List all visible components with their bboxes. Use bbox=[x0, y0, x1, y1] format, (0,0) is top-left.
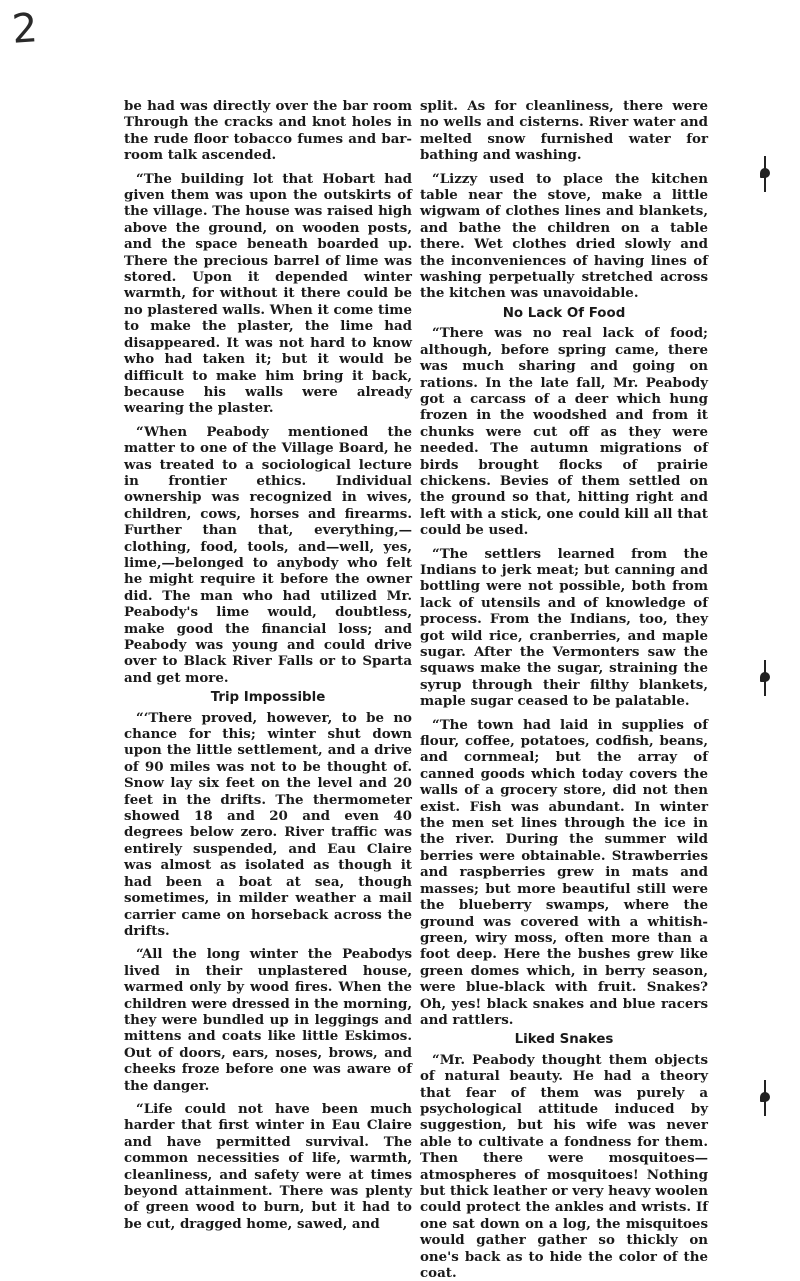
binding-tab-mark-1 bbox=[758, 156, 772, 192]
section-heading: Trip Impossible bbox=[210, 690, 326, 706]
page-number: 2 bbox=[10, 5, 40, 53]
binding-tab-mark-2 bbox=[758, 660, 772, 696]
paragraph: “Mr. Peabody thought them objects of natural beauty. He had a theory that fear of them was purely a psychological attitude induced by suggestion, but his wife was never able to cultivate a fondness for them. Then there were mosquitoes—atmospheres of mosquitoes! Nothing but thick leather or very heavy woolen could protect the ankles and wrists. If one sat down on a log, the misquitoes would gather gather so thickly on one's back as to hide the color of the coat. bbox=[420, 1051, 708, 1281]
paragraph: “The building lot that Hobart had given them was upon the outskirts of the village. The house was raised high above the ground, on wooden posts, and the space beneath boarded up. There the precious barrel of lime was stored. Upon it depended winter warmth, for without it there could be no plastered walls. When it come time to make the plaster, the lime had disappeared. It was not hard to know who had taken it; but it would be difficult to make him bring it back, because his walls were already wearing the plaster. bbox=[124, 170, 412, 417]
paragraph: “Life could not have been much harder that first winter in Eau Claire and have permitted survival. The common necessities of life, warmth, cleanliness, and safety were at times beyond attainment. There was plenty of green wood to burn, but it had to be cut, dragged home, sawed, and bbox=[124, 1100, 412, 1232]
paragraph: “The settlers learned from the Indians to jerk meat; but canning and bottling were not possible, both from lack of utensils and of knowledge of process. From the Indians, too, they got wild rice, cranberries, and maple sugar. After the Vermonters saw the squaws make the sugar, straining the syrup through their filthy blankets, maple sugar ceased to be palatable. bbox=[420, 545, 708, 710]
paragraph: “There was no real lack of food; although, before spring came, there was much sharing and going on rations. In the late fall, Mr. Peabody got a carcass of a deer which hung frozen in the woodshed and from it chunks were cut off as they were needed. The autumn migrations of birds brought flocks of prairie chickens. Bevies of them settled on the ground so that, hitting right and left with a stick, one could kill all that could be used. bbox=[420, 325, 708, 539]
paragraph: “The town had laid in supplies of flour, coffee, potatoes, codfish, beans, and cornmeal; but the array of canned goods which today covers the walls of a grocery store, did not then exist. Fish was abundant. In winter the men set lines through the ice in the river. During the summer wild berries were obtainable. Strawberries and raspberries grew in mats and masses; but more beautiful still were the blueberry swamps, where the ground was covered with a whitish-green, wiry moss, often more than a foot deep. Here the bushes grew like green domes which, in berry season, were blue-black with fruit. Snakes? Oh, yes! black snakes and blue racers and rattlers. bbox=[420, 716, 708, 1028]
paragraph: split. As for cleanliness, there were no wells and cisterns. River water and melted snow furnished water for bathing and washing. bbox=[420, 98, 708, 164]
paragraph: “All the long winter the Peabodys lived in their unplastered house, warmed only by wood fires. When the children were dressed in the morning, they were bundled up in leggings and mittens and coats like little Eskimos. Out of doors, ears, noses, brows, and cheeks froze before one was aware of the danger. bbox=[124, 946, 412, 1094]
paragraph: “‘There proved, however, to be no chance for this; winter shut down upon the little settlement, and a drive of 90 miles was not to be thought of. Snow lay six feet on the level and 20 feet in the drifts. The thermometer showed 18 and 20 and even 40 degrees below zero. River traffic was entirely suspended, and Eau Claire was almost as isolated as though it had been a boat at sea, though sometimes, in milder weather a mail carrier came on horseback across the drifts. bbox=[124, 709, 412, 939]
section-heading: Liked Snakes bbox=[514, 1032, 614, 1048]
right-column bbox=[420, 98, 708, 1281]
left-column bbox=[124, 98, 412, 1232]
section-heading: No Lack Of Food bbox=[502, 305, 626, 321]
paragraph: “Lizzy used to place the kitchen table near the stove, make a little wigwam of clothes lines and blankets, and bathe the children on a table there. Wet clothes dried slowly and the inconveniences of having lines of washing perpetually stretched across the kitchen was unavoidable. bbox=[420, 170, 708, 302]
paragraph: “When Peabody mentioned the matter to one of the Village Board, he was treated to a sociological lecture in frontier ethics. Individual ownership was recognized in wives, children, cows, horses and firearms. Further than that, everything,—clothing, food, tools, and—well, yes, lime,—belonged to anybody who felt he might require it before the owner did. The man who had utilized Mr. Peabody's lime would, doubtless, make good the financial loss; and Peabody was young and could drive over to Black River Falls or to Sparta and get more. bbox=[124, 423, 412, 686]
paragraph: be had was directly over the bar room Through the cracks and knot holes in the rude floor tobacco fumes and bar-room talk ascended. bbox=[124, 98, 412, 164]
binding-tab-mark-3 bbox=[758, 1080, 772, 1116]
